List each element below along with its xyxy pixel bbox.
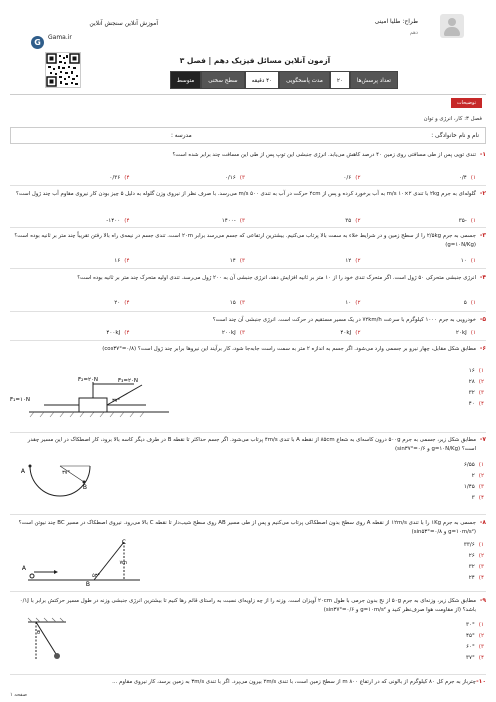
bowl-figure	[20, 462, 104, 510]
option-4[interactable]: ۴)۴۰۰kJ	[106, 330, 130, 336]
option-4[interactable]: ۴)۳۷°	[465, 655, 484, 661]
question-5	[10, 316, 486, 340]
option-2[interactable]: ۲)۴۰kJ	[340, 330, 361, 336]
options-column	[454, 542, 484, 586]
brand-name: آموزش آنلاین سنجش آنلاین	[89, 20, 158, 27]
question-separator	[10, 591, 486, 592]
page-number: صفحه ۱	[10, 692, 27, 698]
option-4[interactable]: ۴)۴۰	[468, 401, 484, 407]
options-row	[14, 175, 476, 181]
point-a: A	[20, 468, 25, 475]
f1-label: F₁=۱۰N	[10, 397, 30, 403]
option-4[interactable]: ۴)۲۴	[468, 575, 484, 581]
option-1[interactable]: ۱)-۳۵	[458, 218, 476, 224]
question-text: خودرویی به جرم ۱۰۰۰ کیلوگرم با سرعت ۷۲km/h در یک مسیر مستقیم در حرکت است. انرژی جنبشی آن چند است؟	[212, 317, 476, 323]
question-separator	[10, 311, 486, 312]
question-text: مطابق شکل زیر، جسمی به جرم ۵۰۰g درون کاسه‌ای به شعاع ۸۵cm از نقطه A با تندی ۴m/s پرتاب می‌شود. اگر جسم حداکثر تا نقطه B در طرف دیگر کاسه بالا برود، کار اصطکاک در این مسیر چقدر است؟ (g=۱۰N/Kg و sin۳۷°=۰/۶)	[27, 437, 476, 452]
options-column	[454, 368, 484, 412]
option-1[interactable]: ۱)۳۰°	[465, 622, 484, 628]
option-2[interactable]: ۲)۲۸	[468, 379, 484, 385]
question-text: مطابق شکل زیر، وزنه‌ای به جرم ۵۰g از نخ بدون جرمی با طول ۲۰cm آویزان است. وزنه را از چه زاویه‌ای نسبت به راستای قائم رها کنیم تا بیشترین انرژی جنبشی وزنه در طول مسیر حرکتش برابر با ۰/۱J باشد؟ (از مقاومت هوا صرف‌نظر کنید و g=۱۰m/s² و sin۳۷°=۰/۶)	[19, 598, 476, 613]
question-3	[10, 232, 486, 272]
question-text: انرژی جنبشی متحرکی ۵۰ ژول است. اگر متحرک تندی خود را از ۱۰ متر بر ثانیه افزایش دهد، انرژی جنبشی آن به ۲۰۰ ژول می‌رسد. تندی اولیه متحرک چند متر بر ثانیه بوده است؟	[77, 275, 476, 281]
question-number: ۳-	[479, 232, 486, 239]
stat-difficulty-label: سطح سختی	[201, 71, 244, 89]
option-2[interactable]: ۲)۲۶	[468, 553, 484, 559]
pendulum-figure	[24, 618, 70, 668]
question-number: ۵-	[479, 316, 486, 323]
header	[10, 10, 486, 90]
question-separator	[10, 227, 486, 228]
height-label: ۷m	[119, 560, 127, 566]
stat-duration-value: ۴۰ دقیقه	[245, 71, 279, 89]
question-number: ۷-	[479, 436, 486, 443]
question-text: جسمی به جرم ۲/۵kg را از سطح زمین و در شرایط خلاء به سمت بالا پرتاب می‌کنیم. بیشترین ارتفاعی که جسم می‌رسد برابر ۲۰m است. تندی جسم در نیمه‌ی راه بالا رفتن تقریباً چند متر بر ثانیه بوده است؟ (g=۱۰N/Kg)	[14, 233, 476, 248]
options-column	[454, 462, 484, 506]
option-1[interactable]: ۱)۵	[463, 300, 476, 306]
question-2	[10, 190, 486, 230]
option-4[interactable]: ۴)۱۴۰۰-	[106, 218, 130, 224]
options-row	[14, 218, 476, 224]
options-column	[454, 622, 484, 666]
angle-label: ۵۳°	[92, 573, 100, 579]
angle-label: ۳۷°	[112, 398, 120, 404]
option-2[interactable]: ۲)۱۰	[345, 300, 361, 306]
option-4[interactable]: ۴)۱۶	[114, 258, 130, 264]
option-1[interactable]: ۱)۳۳/۶	[463, 542, 484, 548]
question-text: چترباز به جرم کل ۸۰ کیلوگرم از بالونی که در ارتفاع ۸۰۰ m از سطح زمین است، با تندی ۲m/s بیرون می‌پرد. اگر با تندی ۳m/s به زمین برسد، کار نیروی مقاوم ...	[112, 679, 476, 685]
stat-questions-label: تعداد پرسش‌ها	[350, 71, 398, 89]
option-2[interactable]: ۲)۴۵°	[465, 633, 484, 639]
option-3[interactable]: ۳)۱۴	[229, 258, 245, 264]
question-text: مطابق شکل مقابل، چهار نیرو بر جسمی وارد می‌شود. اگر جسم به اندازه ۲ متر به سمت راست جابه‌جا شود، کار برآیند این نیروها برابر چند ژول است؟ (cos۳۷°=۰/۸)	[102, 346, 476, 352]
stat-questions-value: ۲۰	[330, 71, 350, 89]
author-name: طراح: طلیا امینی	[374, 18, 418, 25]
point-b: B	[85, 581, 90, 588]
option-3[interactable]: ۳)۲۰۰kJ	[221, 330, 245, 336]
option-4[interactable]: ۴)۰/۳۶	[109, 175, 130, 181]
question-separator	[10, 340, 486, 341]
question-text: گلوله‌ای به جرم ۲kg با تندی ۲×۱۰ m/s به آب برخورد کرده و پس از ۴cm حرکت در آب به تندی ۵۰۰ m/s می‌رسد. با صرف نظر از نیروی وزن گلوله به دلیل ۵ چیز بودن کار نیروی مقاوم آب چند ژول است؟	[15, 191, 476, 197]
author-avatar	[440, 14, 464, 38]
question-number: ۹-	[479, 597, 486, 604]
point-b: B	[82, 484, 87, 491]
description-badge: توضیحات	[451, 98, 482, 108]
point-a: A	[21, 565, 26, 572]
option-3[interactable]: ۳)۶۰°	[465, 644, 484, 650]
stat-duration-label: مدت پاسخگویی	[279, 71, 330, 89]
angle-label: ۳۷°	[62, 470, 70, 476]
option-3[interactable]: ۳)۳۲	[468, 390, 484, 396]
point-c: C	[121, 539, 126, 546]
qr-code-icon	[45, 52, 81, 88]
question-1	[10, 151, 486, 181]
question-4	[10, 274, 486, 314]
option-3[interactable]: ۳)۳۲	[468, 564, 484, 570]
question-separator	[10, 432, 486, 433]
question-text: تندی توپی پس از طی مسافتی روی زمین ۴۰ درصد کاهش می‌یابد. انرژی جنبشی این توپ پس از طی این مسافت چند برابر شده است؟	[172, 152, 476, 158]
option-3[interactable]: ۳)۱/۴۵	[463, 484, 484, 490]
options-row	[14, 258, 476, 264]
options-row	[14, 330, 476, 336]
question-9	[10, 597, 486, 675]
question-text: جسمی به جرم ۱Kg را با تندی ۱۲m/s از نقطه A روی سطح بدون اصطکاکی پرتاب می‌کنیم و پس از طی مسیر AB روی سطح شیب‌دار تا نقطه C بالا می‌رود. نیروی اصطکاک در مسیر BC چند نیوتن است؟ (g=۱۰m/s² و sin۵۳°=۰/۸)	[18, 520, 476, 535]
school-label: مدرسه :	[171, 132, 192, 139]
option-2[interactable]: ۲)۰/۶	[343, 175, 361, 181]
author-block	[374, 18, 418, 36]
option-1[interactable]: ۱)۰/۴	[458, 175, 476, 181]
question-number: ۱-	[479, 151, 486, 158]
option-1[interactable]: ۱)۲۰kJ	[455, 330, 476, 336]
name-label: نام و نام خانوادگی :	[431, 132, 479, 139]
option-2[interactable]: ۲)۲	[471, 473, 484, 479]
option-4[interactable]: ۴)۳	[471, 495, 484, 501]
question-10	[10, 678, 486, 694]
option-1[interactable]: ۱)۶/۵۵	[463, 462, 484, 468]
question-number: ۶-	[479, 345, 486, 352]
exam-title: آزمون آنلاین مسائل فیزیک دهم | فصل ۳	[179, 56, 331, 65]
options-row	[14, 300, 476, 306]
header-divider	[10, 94, 486, 95]
option-4[interactable]: ۴)۲۰	[114, 300, 130, 306]
option-3[interactable]: ۳)-۱۴۰۰	[221, 218, 245, 224]
question-separator	[10, 674, 486, 675]
exam-stats	[170, 71, 398, 89]
question-number: ۱۰-	[476, 678, 486, 685]
stat-difficulty-value: متوسط	[170, 71, 202, 89]
question-separator	[10, 185, 486, 186]
f2-label: F₂=۲۰N	[78, 377, 98, 383]
option-2[interactable]: ۲)۱۲	[345, 258, 361, 264]
gama-logo-icon: G	[31, 36, 44, 49]
f3-label: F₃=۲۰N	[118, 378, 138, 384]
brand-url[interactable]: Gama.ir	[48, 34, 72, 41]
incline-figure	[21, 536, 144, 588]
forces-figure	[10, 372, 174, 424]
option-3[interactable]: ۳)۰/۱۶	[224, 175, 245, 181]
option-1[interactable]: ۱)۱۶	[468, 368, 484, 374]
question-number: ۸-	[479, 519, 486, 526]
question-separator	[10, 268, 486, 269]
option-1[interactable]: ۱)۱۰	[460, 258, 476, 264]
option-3[interactable]: ۳)۱۵	[229, 300, 245, 306]
option-2[interactable]: ۲)۳۵	[345, 218, 361, 224]
topic-line: فصل ۳: کار، انرژی و توان	[423, 116, 482, 122]
author-grade: دهم	[409, 30, 418, 36]
student-info-row	[10, 127, 486, 144]
angle-label: θ	[36, 630, 40, 636]
question-separator	[10, 514, 486, 515]
question-number: ۴-	[479, 274, 486, 281]
question-number: ۲-	[479, 190, 486, 197]
